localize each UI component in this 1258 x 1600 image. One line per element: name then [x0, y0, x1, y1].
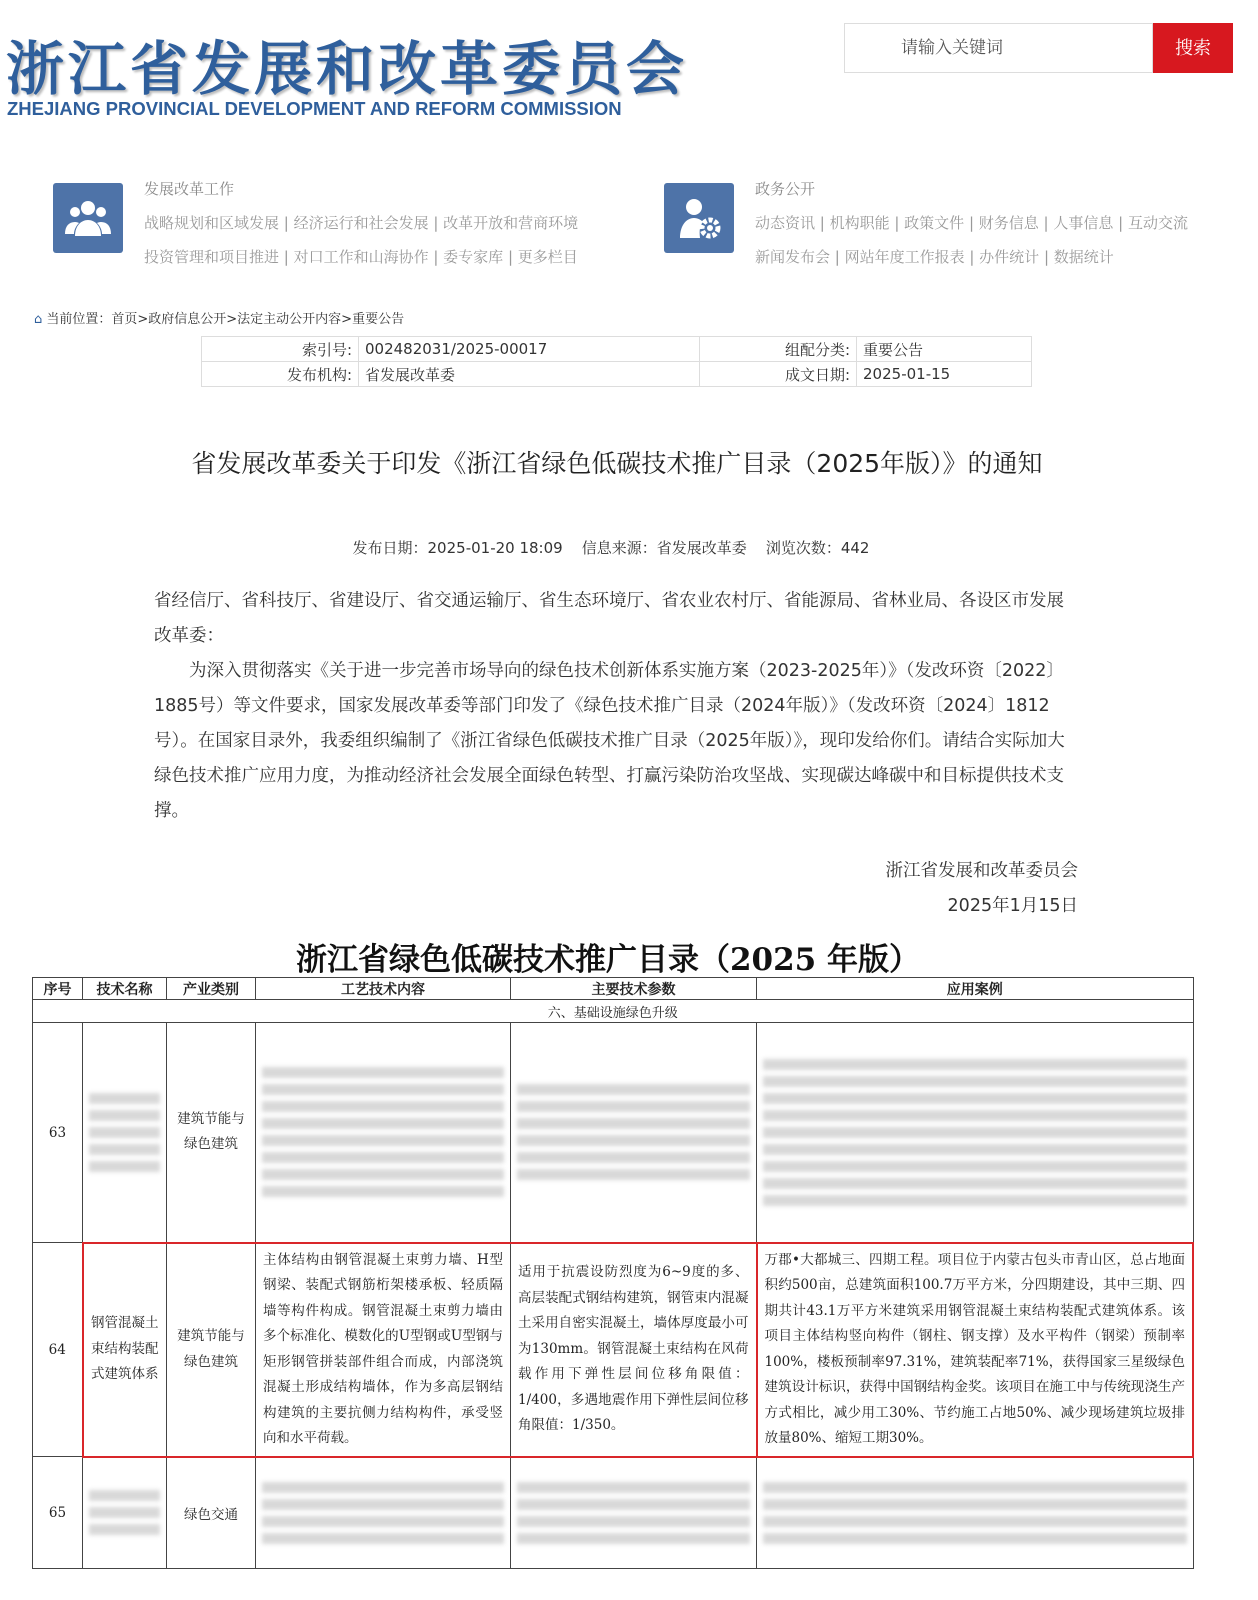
- row-number: 65: [33, 1457, 83, 1569]
- breadcrumb: ⌂ 当前位置：首页>政府信息公开>法定主动公开内容>重要公告: [34, 312, 405, 327]
- blurred-cell: [256, 1457, 511, 1569]
- category-value: 重要公告: [857, 337, 1032, 362]
- case-cell: 万郡•大都城三、四期工程。项目位于内蒙古包头市青山区，总占地面积约500亩，总建筑面积100.7万平方米，分四期建设，其中三期、四期共计43.1万平方米建筑采用钢管混凝土束结构装配式建筑体系。该项目主体结构竖向构件（钢柱、钢支撑）及水平构件（钢梁）预制率100%，楼板预制率97.31%，建筑装配率71%，获得国家三星级绿色建筑设计标识，获得中国钢结构金奖。该项目在施工中与传统现浇生产方式相比，减少用工30%、节约施工占地50%、减少现场建筑垃圾排放量80%、缩短工期30%。: [757, 1243, 1194, 1457]
- table-row: [33, 1457, 1194, 1569]
- index-label: 索引号:: [202, 337, 359, 362]
- index-value: 002482031/2025-00017: [359, 337, 700, 362]
- nav-links-gov-2[interactable]: 新闻发布会 | 网站年度工作报表 | 办件统计 | 数据统计: [755, 248, 1114, 266]
- home-icon: ⌂: [34, 312, 47, 327]
- blurred-cell: [83, 1023, 167, 1243]
- date-value: 2025-01-15: [857, 362, 1032, 387]
- params-cell: 适用于抗震设防烈度为6~9度的多、高层装配式钢结构建筑，钢管束内混凝土采用自密实混凝土，墙体厚度最小可为130mm。钢管混凝土束结构在风荷载作用下弹性层间位移角限值：1/400，多遇地震作用下弹性层间位移角限值：1/350。: [511, 1243, 757, 1457]
- catalog-table: [32, 977, 1194, 1569]
- signature: 浙江省发展和改革委员会: [885, 861, 1078, 881]
- category-cell: 建筑节能与绿色建筑: [167, 1243, 256, 1457]
- catalog-title: 浙江省绿色低碳技术推广目录（2025 年版）: [295, 942, 921, 978]
- row-number: 63: [33, 1023, 83, 1243]
- section-row: 六、基础设施绿色升级: [33, 1000, 1194, 1023]
- nav-title-gov[interactable]: 政务公开: [755, 180, 816, 198]
- page-title: 省发展改革委关于印发《浙江省绿色低碳技术推广目录（2025年版）》的通知: [191, 449, 1043, 478]
- search-input[interactable]: 请输入关键词: [844, 23, 1153, 73]
- blurred-cell: [757, 1457, 1194, 1569]
- process-cell: 主体结构由钢管混凝土束剪力墙、H型钢梁、装配式钢筋桁架楼承板、轻质隔墙等构件构成。钢管混凝土束剪力墙由多个标准化、模数化的U型钢或U型钢与矩形钢管拼装部件组合而成，内部浇筑混凝土形成结构墙体，作为多高层钢结构建筑的主要抗侧力结构构件，承受竖向和水平荷载。: [256, 1243, 511, 1457]
- org-label: 发布机构:: [202, 362, 359, 387]
- blurred-cell: [511, 1457, 757, 1569]
- people-icon[interactable]: [53, 183, 123, 253]
- date-label: 成文日期:: [700, 362, 857, 387]
- meta-table: [201, 336, 1032, 387]
- table-row: [33, 1023, 1194, 1243]
- article-body: [154, 584, 1070, 829]
- logo-chinese: 浙江省发展和改革委员会: [6, 35, 689, 103]
- category-cell: 建筑节能与绿色建筑: [167, 1023, 256, 1243]
- nav-links-gov-1[interactable]: 动态资讯 | 机构职能 | 政策文件 | 财务信息 | 人事信息 | 互动交流: [755, 214, 1188, 232]
- row-number: 64: [33, 1243, 83, 1457]
- nav-links-reform-1[interactable]: 战略规划和区域发展 | 经济运行和社会发展 | 改革开放和营商环境: [144, 214, 579, 232]
- category-cell: 绿色交通: [167, 1457, 256, 1569]
- col-header: 技术名称: [83, 978, 167, 1000]
- header-row: [33, 978, 1194, 1000]
- search-button[interactable]: 搜索: [1153, 23, 1233, 73]
- body-paragraph: 为深入贯彻落实《关于进一步完善市场导向的绿色技术创新体系实施方案（2023-2025年）》（发改环资〔2022〕1885号）等文件要求，国家发展改革委等部门印发了《绿色技术推广目录（2024年版）》（发改环资〔2024〕1812号）。在国家目录外，我委组织编制了《浙江省绿色低碳技术推广目录（2025年版）》，现印发给你们。请结合实际加大绿色技术推广应用力度，为推动经济社会发展全面绿色转型、打赢污染防治攻坚战、实现碳达峰碳中和目标提供技术支撑。: [154, 661, 1065, 821]
- blurred-cell: [83, 1457, 167, 1569]
- blurred-cell: [256, 1023, 511, 1243]
- category-label: 组配分类:: [700, 337, 857, 362]
- nav-title-reform[interactable]: 发展改革工作: [144, 180, 235, 198]
- col-header: 产业类别: [167, 978, 256, 1000]
- col-header: 主要技术参数: [511, 978, 757, 1000]
- col-header: 应用案例: [757, 978, 1194, 1000]
- table-row-highlighted: [33, 1243, 1194, 1457]
- signature-date: 2025年1月15日: [947, 896, 1078, 916]
- col-header: 工艺技术内容: [256, 978, 511, 1000]
- logo-english: ZHEJIANG PROVINCIAL DEVELOPMENT AND REFORM COMMISSION: [7, 98, 622, 119]
- nav-links-reform-2[interactable]: 投资管理和项目推进 | 对口工作和山海协作 | 委专家库 | 更多栏目: [144, 248, 578, 266]
- article-info: 发布日期：2025-01-20 18:09 信息来源：省发展改革委 浏览次数：442: [352, 539, 870, 557]
- blurred-cell: [757, 1023, 1194, 1243]
- blurred-cell: [511, 1023, 757, 1243]
- user-gear-icon[interactable]: [664, 183, 734, 253]
- addressees: 省经信厅、省科技厅、省建设厅、省交通运输厅、省生态环境厅、省农业农村厅、省能源局、省林业局、各设区市发展改革委：: [154, 591, 1064, 646]
- org-value: 省发展改革委: [359, 362, 700, 387]
- col-header: 序号: [33, 978, 83, 1000]
- tech-name-cell: 钢管混凝土束结构装配式建筑体系: [83, 1243, 167, 1457]
